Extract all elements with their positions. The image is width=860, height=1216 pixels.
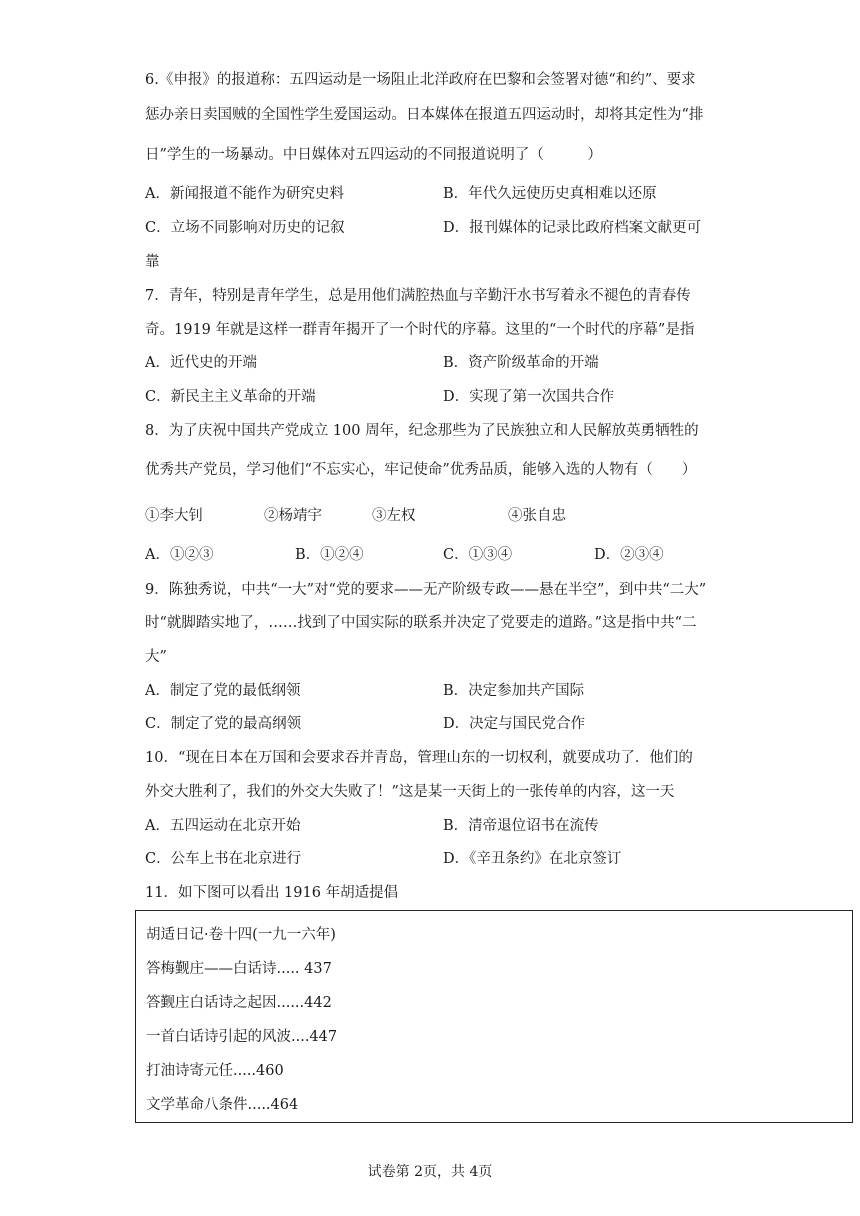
diary-entry: 打油诗寄元任.....460 (146, 1063, 284, 1079)
q9-option-d[interactable]: D．决定与国民党合作 (443, 716, 586, 732)
q9-line-2: 时“就脚踏实地了，……找到了中国实际的联系并决定了党要走的道路。”这是指中共“二 (145, 615, 697, 631)
q6-line-3: 日”学生的一场暴动。中日媒体对五四运动的不同报道说明了（ ） (145, 147, 602, 163)
q8-option-d[interactable]: D．②③④ (594, 547, 664, 563)
q9-option-a[interactable]: A．制定了党的最低纲领 (145, 683, 301, 699)
q11-line-1: 11．如下图可以看出 1916 年胡适提倡 (145, 885, 399, 901)
q8-option-b[interactable]: B．①②④ (295, 547, 364, 563)
q7-option-c[interactable]: C．新民主主义革命的开端 (145, 389, 316, 405)
q9-option-c[interactable]: C．制定了党的最高纲领 (145, 716, 302, 732)
q7-option-a[interactable]: A．近代史的开端 (145, 355, 257, 371)
q7-option-b[interactable]: B．资产阶级革命的开端 (443, 355, 599, 371)
q8-option-c[interactable]: C．①③④ (443, 547, 513, 563)
q7-line-1: 7．青年，特别是青年学生，总是用他们满腔热血与辛勤汗水书写着永不褪色的青春传 (145, 288, 691, 304)
diary-entry: 答觐庄白话诗之起因......442 (146, 995, 332, 1011)
q10-option-c[interactable]: C．公车上书在北京进行 (145, 851, 302, 867)
q8-line-2: 优秀共产党员，学习他们“不忘实心，牢记使命”优秀品质，能够入选的人物有（ ） (145, 462, 697, 478)
diary-title: 胡适日记·卷十四(一九一六年) (146, 927, 336, 943)
diary-entry: 文学革命八条件.....464 (146, 1097, 299, 1113)
q9-line-3: 大” (145, 649, 167, 665)
q6-option-a[interactable]: A．新闻报道不能作为研究史料 (145, 186, 344, 202)
q8-item-2: ②杨靖宇 (264, 508, 322, 524)
q7-line-2: 奇。1919 年就是这样一群青年揭开了一个时代的序幕。这里的“一个时代的序幕”是指 (145, 322, 695, 338)
q7-option-d[interactable]: D．实现了第一次国共合作 (443, 389, 615, 405)
page-footer: 试卷第 2页，共 4页 (367, 1164, 493, 1180)
q10-option-b[interactable]: B．清帝退位诏书在流传 (443, 818, 599, 834)
diary-excerpt-box (135, 910, 853, 1123)
q10-option-d[interactable]: D．《辛丑条约》在北京签订 (443, 851, 622, 867)
diary-entry: 答梅觐庄——白话诗..... 437 (146, 961, 332, 977)
q6-option-c[interactable]: C．立场不同影响对历史的记叙 (145, 220, 345, 236)
q6-line-2: 惩办亲日卖国贼的全国性学生爱国运动。日本媒体在报道五四运动时，却将其定性为“排 (145, 107, 704, 123)
q8-item-1: ①李大钊 (145, 508, 203, 524)
q10-option-a[interactable]: A．五四运动在北京开始 (145, 818, 301, 834)
q8-item-3: ③左权 (372, 508, 416, 524)
q10-line-2: 外交大胜利了，我们的外交大失败了！”这是某一天街上的一张传单的内容，这一天 (145, 784, 675, 800)
q10-line-1: 10．“现在日本在万国和会要求吞并青岛，管理山东的一切权利，就要成功了．他们的 (145, 750, 693, 766)
q6-option-d[interactable]: D．报刊媒体的记录比政府档案文献更可 (443, 220, 702, 236)
q6-line-1: 6.《申报》的报道称：五四运动是一场阻止北洋政府在巴黎和会签署对德“和约”、要求 (145, 72, 696, 88)
q9-option-b[interactable]: B．决定参加共产国际 (443, 683, 585, 699)
q6-option-d-wrap: 靠 (145, 254, 160, 270)
q6-option-b[interactable]: B．年代久远使历史真相难以还原 (443, 186, 657, 202)
q8-option-a[interactable]: A．①②③ (145, 547, 214, 563)
diary-entry: 一首白话诗引起的风波....447 (146, 1029, 338, 1045)
q8-item-4: ④张自忠 (508, 508, 566, 524)
q9-line-1: 9．陈独秀说，中共“一大”对“党的要求——无产阶级专政——悬在半空”，到中共“二大” (145, 582, 707, 598)
q8-line-1: 8．为了庆祝中国共产党成立 100 周年，纪念那些为了民族独立和人民解放英勇牺牲的 (145, 423, 699, 439)
